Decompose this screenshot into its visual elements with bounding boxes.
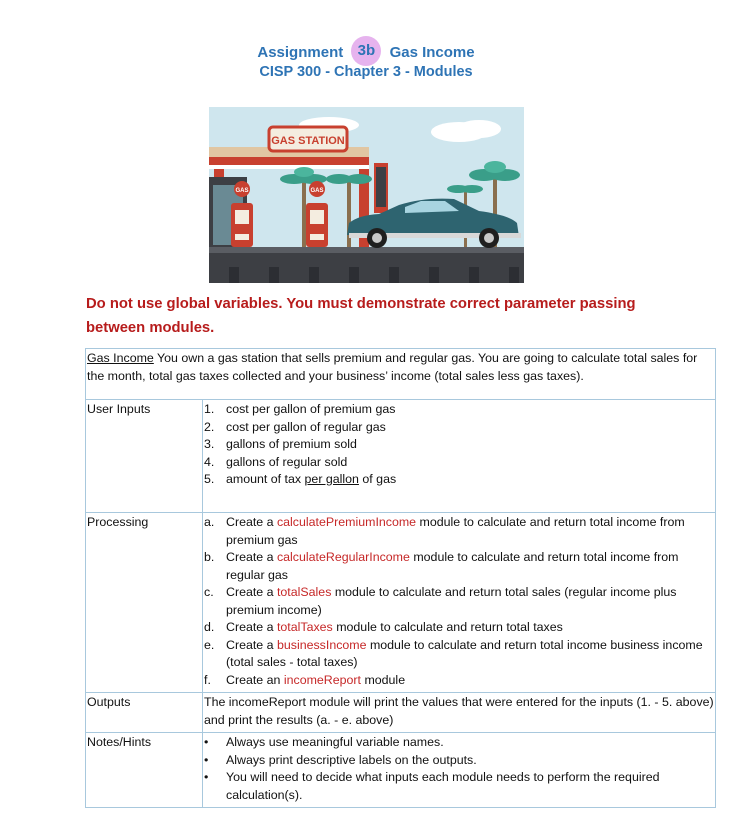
- assignment-number-badge: 3b: [351, 36, 381, 66]
- module-name: calculateRegularIncome: [276, 550, 410, 564]
- processing-label: Processing: [86, 513, 203, 693]
- user-inputs-list: [204, 401, 715, 489]
- warning-line: between modules.: [86, 320, 215, 336]
- outputs-text: The incomeReport module will print the values that were entered for the inputs (1. - 5. above) and print the results (a. - e. above): [203, 693, 716, 733]
- user-inputs-row: [86, 400, 716, 513]
- requirements-table: [85, 348, 716, 808]
- gas-pump-icon: [231, 181, 253, 247]
- sign-text: GAS STATION: [271, 135, 345, 147]
- pump-badge: GAS: [310, 188, 324, 194]
- list-item: 3. gallons of premium sold: [204, 437, 357, 451]
- list-item: d. Create a totalTaxes module to calculate and return total taxes: [204, 620, 563, 634]
- notes-row: [86, 733, 716, 808]
- outputs-label: Outputs: [86, 693, 203, 733]
- course-subtitle: CISP 300 - Chapter 3 - Modules: [259, 64, 473, 80]
- gas-station-illustration: [209, 107, 524, 283]
- module-name: incomeReport: [283, 672, 361, 687]
- intro-title: Gas Income: [87, 351, 154, 365]
- list-item: • You will need to decide what inputs each module needs to perform the required calculation(s).: [204, 770, 660, 802]
- user-inputs-label: User Inputs: [86, 400, 203, 513]
- processing-cell: [203, 513, 716, 693]
- module-name: businessIncome: [276, 637, 367, 652]
- list-item: • Always print descriptive labels on the outputs.: [204, 752, 477, 767]
- list-item: 2. cost per gallon of regular gas: [204, 419, 386, 434]
- notes-cell: [203, 733, 716, 808]
- intro-cell: [86, 349, 716, 400]
- processing-list: [204, 514, 715, 689]
- assignment-word: Assignment: [257, 43, 344, 61]
- intro-text: You own a gas station that sells premium and regular gas. You are going to calculate total sales for the month, total gas taxes collected and your business’ income (total sales less gas taxes).: [87, 351, 698, 383]
- list-item: c. Create a totalSales module to calculate and return total sales (regular income plus premium income): [204, 585, 677, 617]
- processing-row: [86, 513, 716, 693]
- notes-label: Notes/Hints: [86, 733, 203, 808]
- list-item: 1. cost per gallon of premium gas: [204, 402, 396, 416]
- module-name: totalSales: [276, 585, 332, 599]
- notes-list: [204, 734, 715, 804]
- list-item: 4. gallons of regular sold: [204, 454, 348, 469]
- gas-pump-icon: [306, 181, 328, 247]
- list-item: • Always use meaningful variable names.: [204, 735, 444, 749]
- user-inputs-cell: [203, 400, 716, 513]
- list-item: a. Create a calculatePremiumIncome module to calculate and return total income from premium gas: [204, 515, 685, 547]
- list-item: b. Create a calculateRegularIncome module to calculate and return total income from regular gas: [204, 550, 679, 582]
- global-variables-warning: [86, 292, 686, 340]
- pump-badge: GAS: [235, 188, 249, 194]
- intro-row: [86, 349, 716, 400]
- list-item: 5. amount of tax per gallon of gas: [204, 472, 397, 486]
- module-name: totalTaxes: [276, 620, 333, 634]
- assignment-name: Gas Income: [389, 43, 475, 61]
- outputs-row: [86, 693, 716, 733]
- module-name: calculatePremiumIncome: [276, 515, 417, 529]
- list-item: f. Create an incomeReport module: [204, 672, 406, 687]
- warning-line: Do not use global variables. You must demonstrate correct parameter passing: [86, 296, 636, 312]
- list-item: e. Create a businessIncome module to calculate and return total income business income (total sales - total taxes): [204, 637, 703, 669]
